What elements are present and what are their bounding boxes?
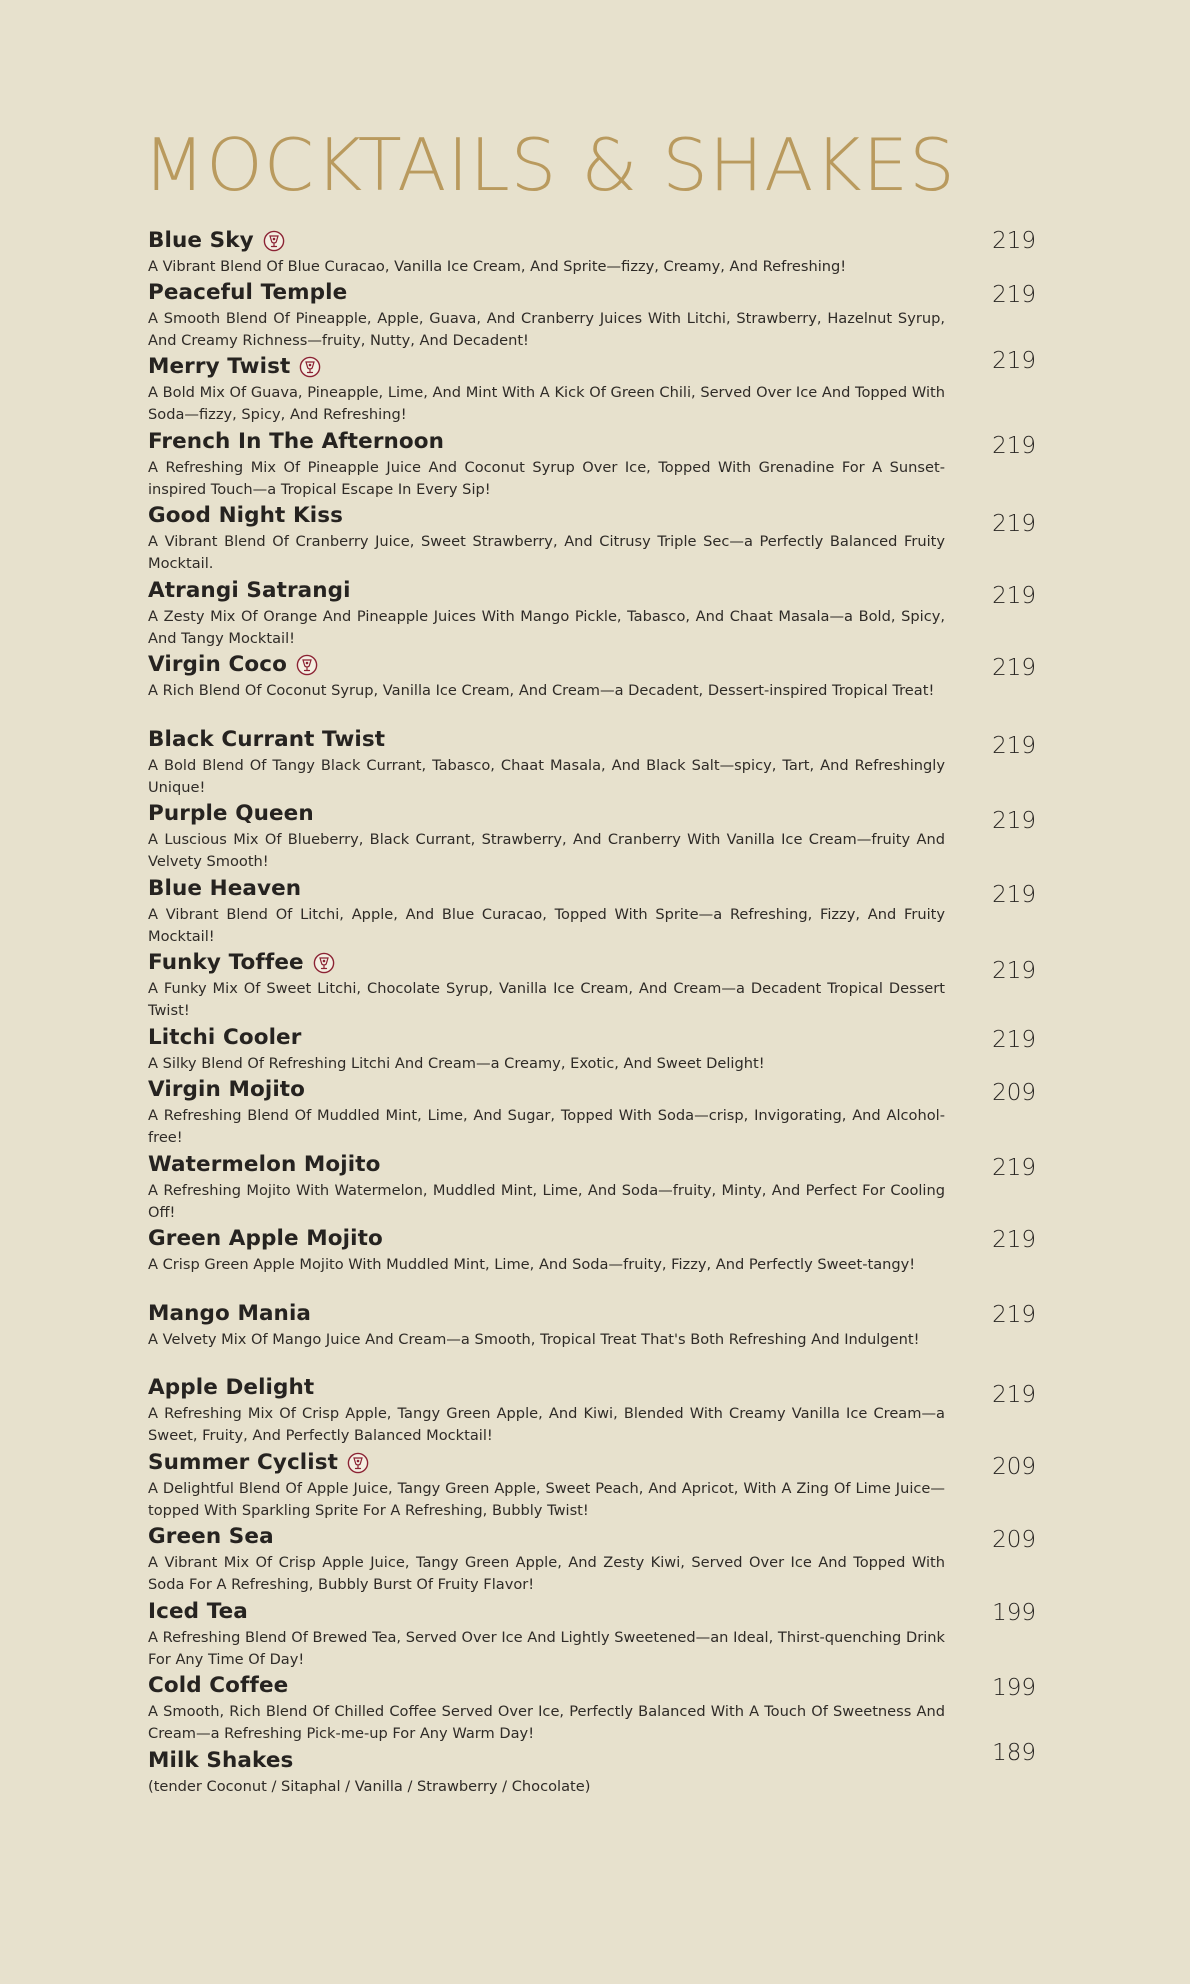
signature-icon <box>299 356 321 378</box>
item-name: Green Apple Mojito <box>148 1226 383 1251</box>
menu-item <box>148 576 945 650</box>
item-price: 219 <box>992 282 1036 308</box>
item-description: A Refreshing Blend Of Muddled Mint, Lime, And Sugar, Topped With Soda—crisp, Invigorating, And Alcohol-free! <box>148 1107 945 1146</box>
item-description: (tender Coconut / Sitaphal / Vanilla / Strawberry / Chocolate) <box>148 1778 591 1795</box>
menu-item <box>148 1448 945 1522</box>
item-name: Milk Shakes <box>148 1748 294 1773</box>
signature-icon <box>347 1452 369 1474</box>
menu-item <box>148 948 945 1022</box>
item-name: Purple Queen <box>148 801 314 826</box>
item-description: A Delightful Blend Of Apple Juice, Tangy Green Apple, Sweet Peach, And Apricot, With A Zing Of Lime Juice—topped With Sparkling Sprite For A Refreshing, Bubbly Twist! <box>148 1480 945 1519</box>
menu-title: MOCKTAILS & SHAKES <box>143 123 956 207</box>
item-price: 199 <box>992 1675 1036 1701</box>
item-name: Blue Heaven <box>148 876 302 901</box>
menu-item <box>148 1075 945 1149</box>
item-price: 219 <box>992 433 1036 459</box>
item-description: A Velvety Mix Of Mango Juice And Cream—a Smooth, Tropical Treat That's Both Refreshing And Indulgent! <box>148 1331 920 1348</box>
signature-icon <box>296 654 318 676</box>
item-name: Cold Coffee <box>148 1673 289 1698</box>
item-description: A Vibrant Blend Of Blue Curacao, Vanilla Ice Cream, And Sprite—fizzy, Creamy, And Refreshing! <box>148 258 847 275</box>
item-description: A Luscious Mix Of Blueberry, Black Currant, Strawberry, And Cranberry With Vanilla Ice Cream—fruity And Velvety Smooth! <box>148 831 945 870</box>
menu-item <box>148 874 945 948</box>
item-description: A Refreshing Blend Of Brewed Tea, Served Over Ice And Lightly Sweetened—an Ideal, Thirst-quenching Drink For Any Time Of Day! <box>148 1629 945 1668</box>
item-description: A Vibrant Blend Of Cranberry Juice, Sweet Strawberry, And Citrusy Triple Sec—a Perfectly Balanced Fruity Mocktail. <box>148 533 945 572</box>
item-price: 219 <box>992 348 1036 374</box>
menu-item <box>148 352 945 426</box>
menu-item <box>148 799 945 873</box>
item-name: Green Sea <box>148 1524 274 1549</box>
menu-item <box>148 1671 945 1745</box>
item-description: A Smooth, Rich Blend Of Chilled Coffee Served Over Ice, Perfectly Balanced With A Touch Of Sweetness And Cream—a Refreshing Pick-me-up For Any Warm Day! <box>148 1703 945 1742</box>
item-name: Atrangi Satrangi <box>148 578 351 603</box>
item-price: 219 <box>992 228 1036 254</box>
item-price: 219 <box>992 1155 1036 1181</box>
item-name: Mango Mania <box>148 1301 312 1326</box>
menu-item <box>148 1224 945 1276</box>
menu-item <box>148 278 945 352</box>
signature-icon <box>263 230 285 252</box>
item-description: A Zesty Mix Of Orange And Pineapple Juices With Mango Pickle, Tabasco, And Chaat Masala—a Bold, Spicy, And Tangy Mocktail! <box>148 608 945 647</box>
menu-item <box>148 1746 945 1798</box>
item-description: A Refreshing Mojito With Watermelon, Muddled Mint, Lime, And Soda—fruity, Minty, And Perfect For Cooling Off! <box>148 1182 945 1221</box>
item-name: Apple Delight <box>148 1375 315 1400</box>
item-description: A Refreshing Mix Of Pineapple Juice And Coconut Syrup Over Ice, Topped With Grenadine For A Sunset-inspired Touch—a Tropical Escape In Every Sip! <box>148 459 945 498</box>
menu-item <box>148 226 945 278</box>
item-price: 189 <box>992 1740 1036 1766</box>
signature-icon <box>313 952 335 974</box>
item-name: Virgin Mojito <box>148 1077 306 1102</box>
menu-item <box>148 501 945 575</box>
menu-item <box>148 1522 945 1596</box>
menu-item <box>148 1150 945 1224</box>
item-name: Iced Tea <box>148 1599 248 1624</box>
item-price: 219 <box>992 1227 1036 1253</box>
item-price: 209 <box>992 1454 1036 1480</box>
item-name: Black Currant Twist <box>148 727 386 752</box>
item-name: Good Night Kiss <box>148 503 344 528</box>
item-name: Merry Twist <box>148 354 291 379</box>
item-description: A Refreshing Mix Of Crisp Apple, Tangy Green Apple, And Kiwi, Blended With Creamy Vanilla Ice Cream—a Sweet, Fruity, And Perfectly Balanced Mocktail! <box>148 1405 945 1444</box>
item-price: 209 <box>992 1080 1036 1106</box>
item-price: 219 <box>992 808 1036 834</box>
item-description: A Bold Blend Of Tangy Black Currant, Tabasco, Chaat Masala, And Black Salt—spicy, Tart, And Refreshingly Unique! <box>148 757 945 796</box>
menu-item <box>148 427 945 501</box>
item-name: Funky Toffee <box>148 950 304 975</box>
menu-item <box>148 725 945 799</box>
item-name: Litchi Cooler <box>148 1025 302 1050</box>
item-price: 219 <box>992 1382 1036 1408</box>
menu-item <box>148 1373 945 1447</box>
item-price: 219 <box>992 511 1036 537</box>
item-description: A Bold Mix Of Guava, Pineapple, Lime, And Mint With A Kick Of Green Chili, Served Over Ice And Topped With Soda—fizzy, Spicy, And Refreshing! <box>148 384 945 423</box>
item-price: 219 <box>992 882 1036 908</box>
menu-item <box>148 1597 945 1671</box>
item-price: 209 <box>992 1527 1036 1553</box>
item-name: Blue Sky <box>148 228 254 253</box>
item-description: A Vibrant Blend Of Litchi, Apple, And Blue Curacao, Topped With Sprite—a Refreshing, Fizzy, And Fruity Mocktail! <box>148 906 945 945</box>
item-description: A Smooth Blend Of Pineapple, Apple, Guava, And Cranberry Juices With Litchi, Strawberry, Hazelnut Syrup, And Creamy Richness—fruity, Nutty, And Decadent! <box>148 310 945 349</box>
item-description: A Rich Blend Of Coconut Syrup, Vanilla Ice Cream, And Cream—a Decadent, Dessert-inspired Tropical Treat! <box>148 682 935 699</box>
item-price: 219 <box>992 583 1036 609</box>
item-price: 219 <box>992 733 1036 759</box>
item-price: 219 <box>992 958 1036 984</box>
menu-item <box>148 650 945 702</box>
item-description: A Vibrant Mix Of Crisp Apple Juice, Tangy Green Apple, And Zesty Kiwi, Served Over Ice And Topped With Soda For A Refreshing, Bubbly Burst Of Fruity Flavor! <box>148 1554 945 1593</box>
item-name: Summer Cyclist <box>148 1450 339 1475</box>
item-name: French In The Afternoon <box>148 429 445 454</box>
item-name: Virgin Coco <box>148 652 287 677</box>
item-name: Peaceful Temple <box>148 280 348 305</box>
item-price: 219 <box>992 1302 1036 1328</box>
menu-item <box>148 1023 945 1075</box>
menu-item <box>148 1299 945 1351</box>
item-price: 219 <box>992 655 1036 681</box>
item-description: A Crisp Green Apple Mojito With Muddled Mint, Lime, And Soda—fruity, Fizzy, And Perfectly Sweet-tangy! <box>148 1256 916 1273</box>
item-name: Watermelon Mojito <box>148 1152 381 1177</box>
item-description: A Funky Mix Of Sweet Litchi, Chocolate Syrup, Vanilla Ice Cream, And Cream—a Decadent Tropical Dessert Twist! <box>148 980 945 1019</box>
item-price: 219 <box>992 1027 1036 1053</box>
item-description: A Silky Blend Of Refreshing Litchi And Cream—a Creamy, Exotic, And Sweet Delight! <box>148 1055 765 1072</box>
item-price: 199 <box>992 1600 1036 1626</box>
